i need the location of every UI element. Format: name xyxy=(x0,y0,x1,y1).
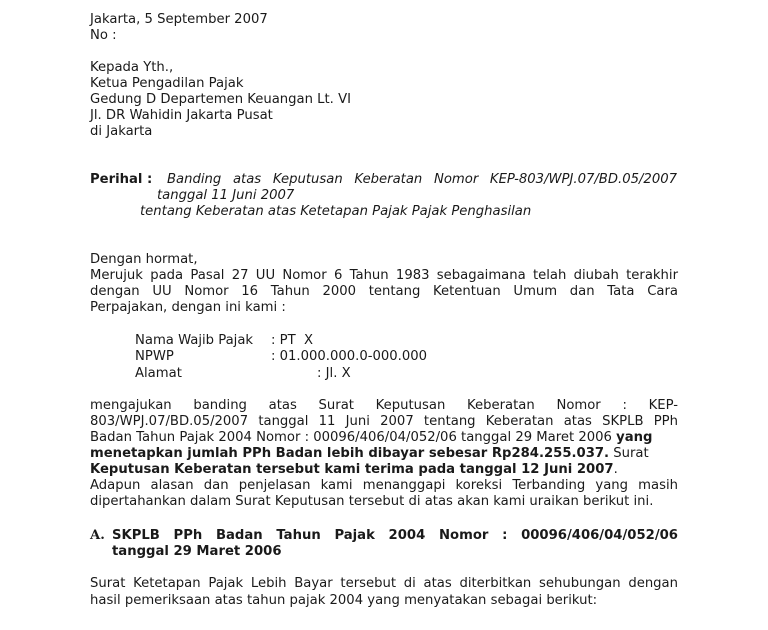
subject-line: tentang Keberatan atas Ketetapan Pajak Pajak Penghasilan xyxy=(140,204,532,219)
paragraph-text: Surat xyxy=(609,446,649,461)
emphasis-text: yang xyxy=(616,430,653,445)
recipient-line: Gedung D Departemen Keuangan Lt. VI xyxy=(90,92,351,107)
taxpayer-npwp-value: : 01.000.000.0-000.000 xyxy=(271,349,428,364)
section-marker: A. xyxy=(90,528,105,543)
paragraph-line: hasil pemeriksaan atas tahun pajak 2004 yang menyatakan sebagai berikut: xyxy=(90,593,598,608)
greeting: Dengan hormat, xyxy=(90,252,198,267)
emphasis-text: Keputusan Keberatan tersebut kami terima pada tanggal 12 Juni 2007 xyxy=(90,462,614,477)
paragraph-line: Perpajakan, dengan ini kami : xyxy=(90,300,286,315)
taxpayer-address-value: : Jl. X xyxy=(317,366,351,381)
subject-line: tanggal 11 Juni 2007 xyxy=(157,188,295,203)
paragraph-line: Surat Ketetapan Pajak Lebih Bayar tersebut di atas diterbitkan sehubungan dengan xyxy=(90,576,678,591)
recipient-line: di Jakarta xyxy=(90,124,153,139)
paragraph-line xyxy=(90,462,618,478)
recipient-line: Kepada Yth., xyxy=(90,60,174,75)
paragraph-line: mengajukan banding atas Surat Keputusan Keberatan Nomor : KEP- xyxy=(90,398,678,413)
paragraph-line xyxy=(90,430,652,446)
recipient-line: Jl. DR Wahidin Jakarta Pusat xyxy=(90,108,273,123)
taxpayer-npwp-label: NPWP xyxy=(135,349,174,364)
paragraph-line xyxy=(90,446,649,462)
subject-label: Perihal : xyxy=(90,172,153,187)
taxpayer-name-label: Nama Wajib Pajak xyxy=(135,333,254,348)
taxpayer-address-label: Alamat xyxy=(135,366,182,381)
recipient-line: Ketua Pengadilan Pajak xyxy=(90,76,244,91)
paragraph-line: Adapun alasan dan penjelasan kami menanggapi koreksi Terbanding yang masih xyxy=(90,478,678,493)
section-title: tanggal 29 Maret 2006 xyxy=(112,544,282,559)
paragraph-text: Badan Tahun Pajak 2004 Nomor : 00096/406/04/052/06 tanggal 29 Maret 2006 xyxy=(90,430,617,445)
letter-number: No : xyxy=(90,28,117,43)
paragraph-line: Merujuk pada Pasal 27 UU Nomor 6 Tahun 1983 sebagaimana telah diubah terakhir xyxy=(90,268,678,283)
section-title: SKPLB PPh Badan Tahun Pajak 2004 Nomor : 00096/406/04/052/06 xyxy=(112,528,678,543)
subject-line: Banding atas Keputusan Keberatan Nomor KEP-803/WPJ.07/BD.05/2007 xyxy=(167,172,677,187)
letter-date: Jakarta, 5 September 2007 xyxy=(90,12,268,27)
paragraph-line: 803/WPJ.07/BD.05/2007 tanggal 11 Juni 2007 tentang Keberatan atas SKPLB PPh xyxy=(90,414,678,429)
taxpayer-name-value: : PT X xyxy=(271,333,314,348)
paragraph-text: . xyxy=(613,462,618,477)
paragraph-line: dengan UU Nomor 16 Tahun 2000 tentang Ketentuan Umum dan Tata Cara xyxy=(90,284,678,299)
emphasis-text: menetapkan jumlah PPh Badan lebih dibayar sebesar Rp284.255.037. xyxy=(90,446,610,461)
paragraph-line: dipertahankan dalam Surat Keputusan tersebut di atas akan kami uraikan berikut ini. xyxy=(90,494,654,509)
